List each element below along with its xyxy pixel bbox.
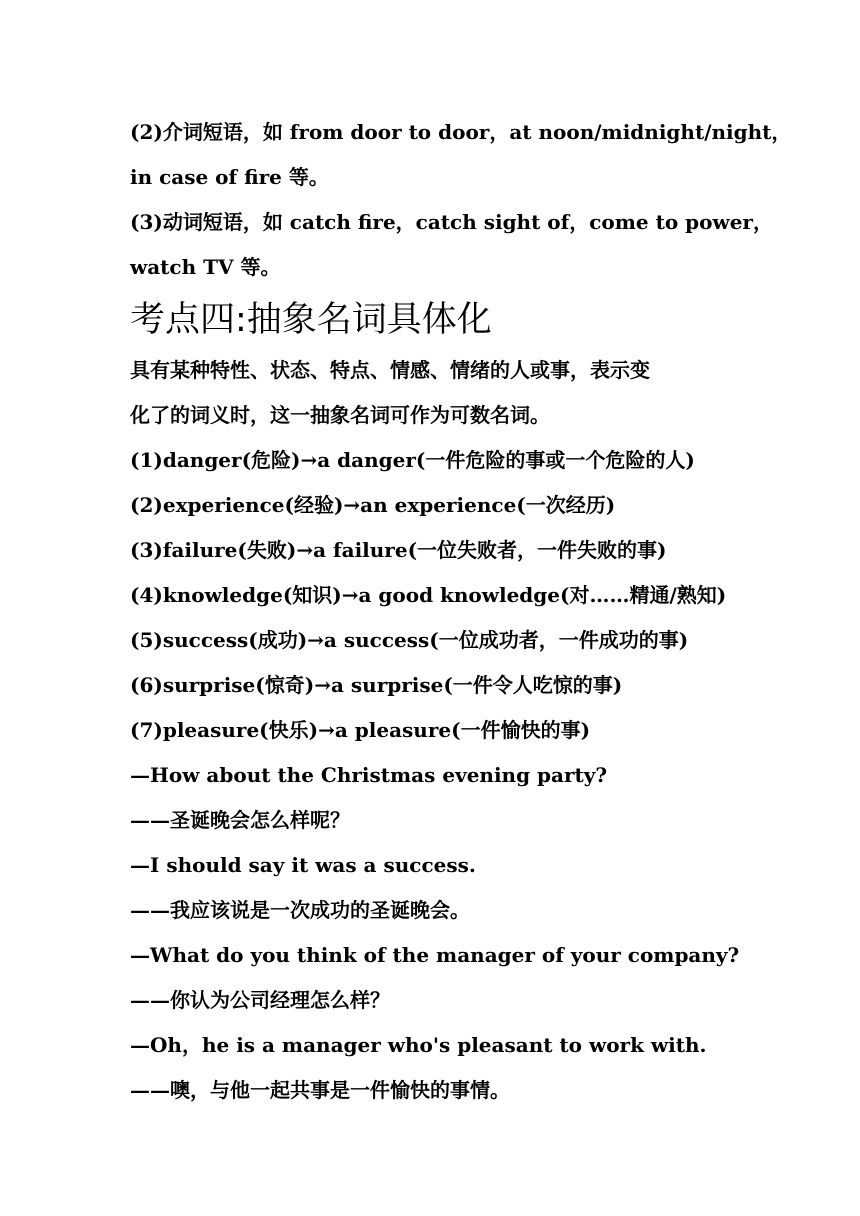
- example-item: (5)success(成功)→a success(一位成功者，一件成功的事): [130, 628, 689, 652]
- text-line: (2)介词短语，如 from door to door，at noon/midnight/night，: [130, 120, 792, 144]
- text-line: watch TV 等。: [130, 255, 281, 279]
- section-heading: 考点四:抽象名词具体化: [130, 300, 492, 340]
- example-item: (3)failure(失败)→a failure(一位失败者，一件失败的事): [130, 538, 667, 562]
- example-item: (2)experience(经验)→an experience(一次经历): [130, 493, 616, 517]
- dialogue-line: —What do you think of the manager of your company?: [130, 943, 740, 967]
- section-description: [130, 348, 740, 438]
- dialogue-line: —How about the Christmas evening party?: [130, 763, 608, 787]
- verb-phrase-item: [130, 200, 773, 290]
- dialogue-line: ——圣诞晚会怎么样呢？: [130, 808, 350, 832]
- text-line: 具有某种特性、状态、特点、情感、情绪的人或事，表示变: [130, 358, 650, 382]
- example-item: (1)danger(危险)→a danger(一件危险的事或一个危险的人): [130, 448, 695, 472]
- dialogue-line: ——我应该说是一次成功的圣诞晚会。: [130, 898, 470, 922]
- text-line: 化了的词义时，这一抽象名词可作为可数名词。: [130, 403, 550, 427]
- document-content: [130, 110, 792, 1113]
- prepositional-phrase-item: [130, 110, 792, 200]
- example-item: (6)surprise(惊奇)→a surprise(一件令人吃惊的事): [130, 673, 623, 697]
- text-line: in case of fire 等。: [130, 165, 329, 189]
- example-item: (4)knowledge(知识)→a good knowledge(对……精通/熟知): [130, 583, 727, 607]
- dialogue-block: [130, 753, 740, 1113]
- dialogue-line: —I should say it was a success.: [130, 853, 476, 877]
- dialogue-line: ——噢，与他一起共事是一件愉快的事情。: [130, 1078, 510, 1102]
- dialogue-line: ——你认为公司经理怎么样？: [130, 988, 390, 1012]
- example-list: [130, 438, 740, 753]
- text-line: (3)动词短语，如 catch fire，catch sight of，come to power，: [130, 210, 773, 234]
- dialogue-line: —Oh，he is a manager who's pleasant to work with.: [130, 1033, 707, 1057]
- example-item: (7)pleasure(快乐)→a pleasure(一件愉快的事): [130, 718, 591, 742]
